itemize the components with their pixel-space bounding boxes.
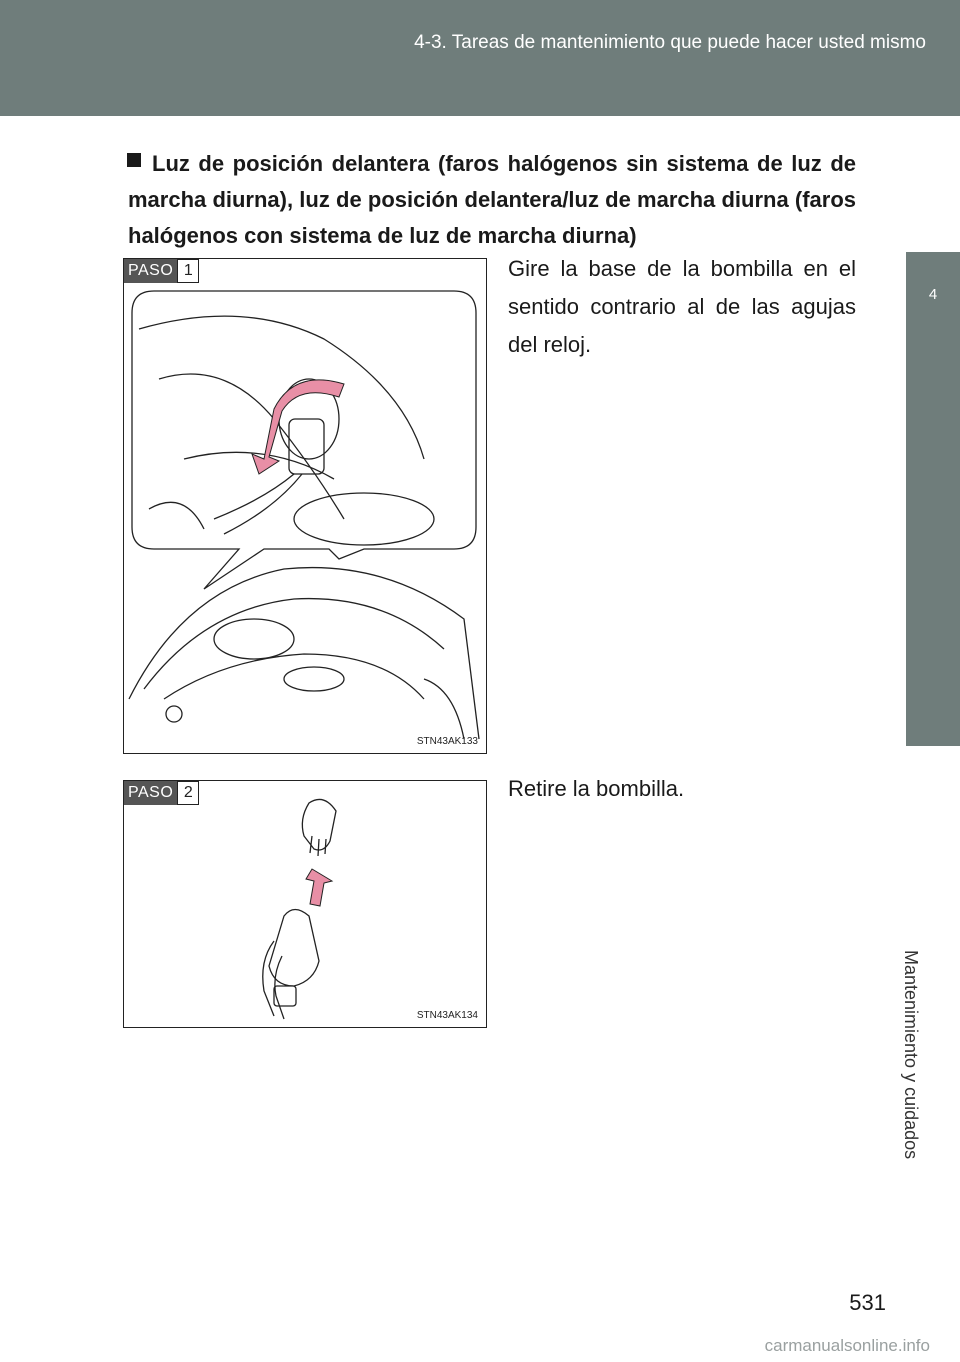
breadcrumb: 4-3. Tareas de mantenimiento que puede hacer usted mismo: [414, 32, 926, 53]
bulb-removal-illustration: [124, 781, 486, 1027]
step2-badge-number: 2: [177, 781, 199, 805]
step1-badge-word: PASO: [124, 259, 177, 283]
step1-instruction: Gire la base de la bombilla en el sentido contrario al de las agujas del reloj.: [508, 256, 856, 357]
callout-bubble: [132, 291, 476, 589]
step2-figure: [123, 780, 487, 1028]
rotate-arrow-icon: [252, 380, 344, 474]
step1-figure-code: STN43AK133: [416, 736, 478, 747]
step1-badge-number: 1: [177, 259, 199, 283]
pull-arrow-icon: [306, 869, 332, 906]
step2-instruction: Retire la bombilla.: [508, 776, 685, 801]
step2-badge-word: PASO: [124, 781, 177, 805]
headlamp-bulb-illustration: [124, 259, 486, 753]
chapter-label: Mantenimiento y cuidados: [901, 950, 921, 1160]
watermark: carmanualsonline.info: [764, 1336, 930, 1355]
step1-figure: [123, 258, 487, 754]
page-header: [0, 0, 960, 116]
chapter-number: 4: [928, 286, 938, 303]
step2-figure-code: STN43AK134: [416, 1010, 478, 1021]
section-heading: Luz de posición delantera (faros halógenos sin sistema de luz de marcha diurna), luz de posición delantera/luz de marcha diurna (faros halógenos con sistema de luz de marcha diurna): [128, 151, 856, 248]
page-number: 531: [849, 1290, 886, 1315]
chapter-tab: [906, 252, 960, 746]
